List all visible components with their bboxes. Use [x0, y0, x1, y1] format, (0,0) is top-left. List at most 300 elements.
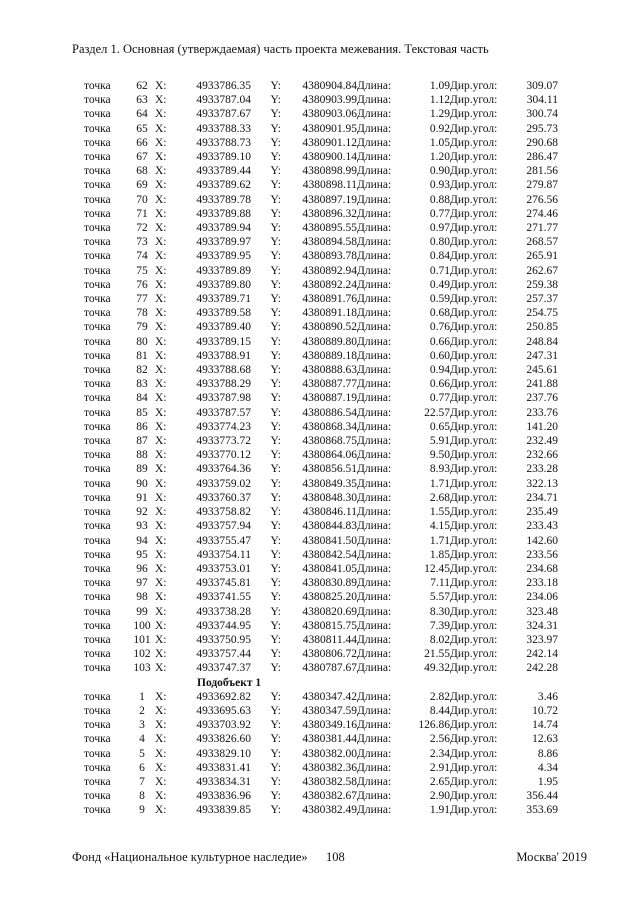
length-value: 1.12: [429, 94, 450, 107]
angle-value: 323.48: [526, 605, 558, 618]
x-value: 4933788.33: [196, 122, 251, 135]
angle-value: 235.49: [526, 506, 558, 519]
length-label: Длина:: [357, 719, 392, 732]
y-value: 4380820.69: [302, 605, 357, 618]
angle-value: 1.95: [537, 775, 558, 788]
angle-value: 250.85: [526, 321, 558, 334]
y-value: 4380806.72: [302, 648, 357, 661]
length-value: 5.91: [429, 435, 450, 448]
point-number: 89: [136, 463, 148, 476]
length-value: 0.76: [429, 321, 450, 334]
length-value: 2.34: [429, 747, 450, 760]
length-label: Длина:: [357, 548, 392, 561]
angle-label: Дир.угол:: [450, 179, 498, 192]
y-value: 4380841.50: [302, 534, 357, 547]
x-label: X:: [155, 165, 167, 178]
length-label: Длина:: [357, 179, 392, 192]
x-label: X:: [155, 690, 167, 703]
length-label: Длина:: [357, 122, 392, 135]
coordinates-table: [84, 79, 558, 818]
x-value: 4933787.98: [196, 392, 251, 405]
angle-label: Дир.угол:: [450, 406, 498, 419]
y-value: 4380382.58: [302, 775, 357, 788]
point-number: 4: [139, 733, 145, 746]
angle-label: Дир.угол:: [450, 761, 498, 774]
x-label: X:: [155, 250, 167, 263]
point-label: точка: [84, 108, 111, 121]
angle-value: 232.66: [526, 449, 558, 462]
angle-value: 268.57: [526, 236, 558, 249]
point-number: 66: [136, 136, 148, 149]
angle-value: 237.76: [526, 392, 558, 405]
table-row: [84, 136, 558, 150]
length-label: Длина:: [357, 662, 392, 675]
y-label: Y:: [270, 506, 281, 519]
length-value: 0.71: [429, 264, 450, 277]
x-value: 4933788.29: [196, 378, 251, 391]
y-value: 4380349.16: [302, 719, 357, 732]
y-label: Y:: [270, 165, 281, 178]
length-label: Длина:: [357, 207, 392, 220]
footer-organization: Фонд «Национальное культурное наследие»: [72, 850, 308, 864]
point-label: точка: [84, 136, 111, 149]
page-header: [72, 42, 489, 57]
angle-value: 279.87: [526, 179, 558, 192]
length-label: Длина:: [357, 378, 392, 391]
table-row: [84, 661, 558, 675]
x-label: X:: [155, 562, 167, 575]
table-row: [84, 761, 558, 775]
angle-label: Дир.угол:: [450, 704, 498, 717]
angle-value: 262.67: [526, 264, 558, 277]
y-label: Y:: [270, 534, 281, 547]
point-number: 99: [136, 605, 148, 618]
x-label: X:: [155, 236, 167, 249]
length-label: Длина:: [357, 364, 392, 377]
length-label: Длина:: [357, 520, 392, 533]
point-number: 83: [136, 378, 148, 391]
x-label: X:: [155, 80, 167, 92]
y-label: Y:: [270, 449, 281, 462]
angle-value: 141.20: [526, 420, 558, 433]
angle-value: 233.43: [526, 520, 558, 533]
point-number: 102: [133, 648, 151, 661]
point-label: точка: [84, 335, 111, 348]
table-row: [84, 633, 558, 647]
y-value: 4380898.99: [302, 165, 357, 178]
x-label: X:: [155, 761, 167, 774]
point-number: 65: [136, 122, 148, 135]
y-label: Y:: [270, 491, 281, 504]
angle-label: Дир.угол:: [450, 477, 498, 490]
point-number: 98: [136, 591, 148, 604]
length-label: Длина:: [357, 761, 392, 774]
x-value: 4933831.41: [196, 761, 251, 774]
table-row: [84, 292, 558, 306]
x-value: 4933703.92: [196, 719, 251, 732]
angle-label: Дир.угол:: [450, 591, 498, 604]
angle-label: Дир.угол:: [450, 193, 498, 206]
length-value: 8.44: [429, 704, 450, 717]
x-label: X:: [155, 804, 167, 817]
angle-value: 4.34: [537, 761, 558, 774]
angle-value: 8.86: [537, 747, 558, 760]
page-number: 108: [326, 850, 345, 864]
x-value: 4933741.55: [196, 591, 251, 604]
angle-label: Дир.угол:: [450, 719, 498, 732]
angle-label: Дир.угол:: [450, 747, 498, 760]
length-label: Длина:: [357, 775, 392, 788]
y-value: 4380893.78: [302, 250, 357, 263]
length-value: 4.15: [429, 520, 450, 533]
table-row: [84, 690, 558, 704]
length-value: 0.49: [429, 278, 450, 291]
x-value: 4933757.44: [196, 648, 251, 661]
length-label: Длина:: [357, 307, 392, 320]
angle-value: 10.72: [532, 704, 558, 717]
point-label: точка: [84, 179, 111, 192]
point-label: точка: [84, 463, 111, 476]
length-value: 0.60: [429, 349, 450, 362]
angle-label: Дир.угол:: [450, 321, 498, 334]
angle-value: 274.46: [526, 207, 558, 220]
point-label: точка: [84, 307, 111, 320]
angle-value: 3.46: [537, 690, 558, 703]
length-value: 0.59: [429, 293, 450, 306]
length-value: 1.71: [429, 477, 450, 490]
table-row: [84, 789, 558, 803]
x-label: X:: [155, 577, 167, 590]
length-label: Длина:: [357, 704, 392, 717]
point-label: точка: [84, 804, 111, 817]
x-label: X:: [155, 136, 167, 149]
y-value: 4380886.54: [302, 406, 357, 419]
table-row: [84, 775, 558, 789]
x-value: 4933789.40: [196, 321, 251, 334]
x-label: X:: [155, 775, 167, 788]
point-label: точка: [84, 790, 111, 803]
y-label: Y:: [270, 406, 281, 419]
length-label: Длина:: [357, 151, 392, 164]
y-value: 4380895.55: [302, 222, 357, 235]
x-value: 4933738.28: [196, 605, 251, 618]
angle-label: Дир.угол:: [450, 364, 498, 377]
angle-value: 242.28: [526, 662, 558, 675]
point-number: 81: [136, 349, 148, 362]
y-label: Y:: [270, 577, 281, 590]
x-label: X:: [155, 491, 167, 504]
point-number: 93: [136, 520, 148, 533]
x-label: X:: [155, 151, 167, 164]
y-value: 4380891.18: [302, 307, 357, 320]
y-label: Y:: [270, 349, 281, 362]
table-row: [84, 391, 558, 405]
y-value: 4380382.00: [302, 747, 357, 760]
x-value: 4933787.57: [196, 406, 251, 419]
angle-label: Дир.угол:: [450, 307, 498, 320]
y-value: 4380347.59: [302, 704, 357, 717]
table-row: [84, 164, 558, 178]
x-value: 4933754.11: [196, 548, 251, 561]
angle-label: Дир.угол:: [450, 463, 498, 476]
table-row: [84, 704, 558, 718]
x-value: 4933757.94: [196, 520, 251, 533]
point-label: точка: [84, 719, 111, 732]
table-row: [84, 278, 558, 292]
table-row: [84, 335, 558, 349]
length-value: 2.56: [429, 733, 450, 746]
y-value: 4380898.11: [302, 179, 357, 192]
angle-label: Дир.угол:: [450, 435, 498, 448]
point-label: точка: [84, 122, 111, 135]
angle-value: 276.56: [526, 193, 558, 206]
y-value: 4380888.63: [302, 364, 357, 377]
point-label: точка: [84, 562, 111, 575]
x-value: 4933836.96: [196, 790, 251, 803]
y-value: 4380868.75: [302, 435, 357, 448]
table-row: [84, 747, 558, 761]
x-label: X:: [155, 633, 167, 646]
y-label: Y:: [270, 761, 281, 774]
table-row: [84, 406, 558, 420]
y-label: Y:: [270, 122, 281, 135]
point-label: точка: [84, 151, 111, 164]
table-row: [84, 249, 558, 263]
angle-label: Дир.угол:: [450, 804, 498, 817]
y-value: 4380848.30: [302, 491, 357, 504]
table-row: [84, 462, 558, 476]
angle-label: Дир.угол:: [450, 222, 498, 235]
length-value: 0.65: [429, 420, 450, 433]
angle-label: Дир.угол:: [450, 278, 498, 291]
x-label: X:: [155, 591, 167, 604]
x-label: X:: [155, 193, 167, 206]
length-value: 2.65: [429, 775, 450, 788]
length-label: Длина:: [357, 392, 392, 405]
y-label: Y:: [270, 392, 281, 405]
y-label: Y:: [270, 704, 281, 717]
angle-label: Дир.угол:: [450, 690, 498, 703]
point-number: 87: [136, 435, 148, 448]
length-label: Длина:: [357, 349, 392, 362]
angle-label: Дир.угол:: [450, 349, 498, 362]
x-label: X:: [155, 733, 167, 746]
angle-value: 265.91: [526, 250, 558, 263]
table-row: [84, 150, 558, 164]
length-label: Длина:: [357, 321, 392, 334]
angle-label: Дир.угол:: [450, 733, 498, 746]
angle-label: Дир.угол:: [450, 491, 498, 504]
angle-value: 233.18: [526, 577, 558, 590]
y-label: Y:: [270, 420, 281, 433]
length-value: 2.68: [429, 491, 450, 504]
x-value: 4933789.78: [196, 193, 251, 206]
y-value: 4380887.19: [302, 392, 357, 405]
y-value: 4380787.67: [302, 662, 357, 675]
point-number: 7: [139, 775, 145, 788]
point-number: 96: [136, 562, 148, 575]
y-value: 4380892.94: [302, 264, 357, 277]
angle-label: Дир.угол:: [450, 534, 498, 547]
length-label: Длина:: [357, 250, 392, 263]
y-value: 4380890.52: [302, 321, 357, 334]
length-value: 1.55: [429, 506, 450, 519]
angle-label: Дир.угол:: [450, 151, 498, 164]
angle-value: 353.69: [526, 804, 558, 817]
table-row: [84, 193, 558, 207]
y-label: Y:: [270, 747, 281, 760]
point-label: точка: [84, 94, 111, 107]
angle-value: 248.84: [526, 335, 558, 348]
table-row: [84, 93, 558, 107]
x-value: 4933695.63: [196, 704, 251, 717]
length-value: 7.11: [430, 577, 450, 590]
x-label: X:: [155, 605, 167, 618]
angle-value: 295.73: [526, 122, 558, 135]
length-value: 126.86: [418, 719, 450, 732]
length-label: Длина:: [357, 619, 392, 632]
point-label: точка: [84, 662, 111, 675]
length-label: Длина:: [357, 804, 392, 817]
angle-value: 234.06: [526, 591, 558, 604]
length-value: 5.57: [429, 591, 450, 604]
x-label: X:: [155, 264, 167, 277]
y-value: 4380903.06: [302, 108, 357, 121]
table-row: [84, 320, 558, 334]
point-number: 80: [136, 335, 148, 348]
angle-label: Дир.угол:: [450, 577, 498, 590]
y-value: 4380841.05: [302, 562, 357, 575]
x-label: X:: [155, 704, 167, 717]
angle-value: 233.28: [526, 463, 558, 476]
x-label: X:: [155, 719, 167, 732]
point-number: 72: [136, 222, 148, 235]
angle-label: Дир.угол:: [450, 633, 498, 646]
length-value: 12.45: [424, 562, 450, 575]
point-number: 85: [136, 406, 148, 419]
table-row: [84, 448, 558, 462]
x-value: 4933826.60: [196, 733, 251, 746]
point-number: 9: [139, 804, 145, 817]
point-number: 2: [139, 704, 145, 717]
table-row: [84, 306, 558, 320]
angle-label: Дир.угол:: [450, 520, 498, 533]
x-value: 4933773.72: [196, 435, 251, 448]
angle-value: 233.76: [526, 406, 558, 419]
point-label: точка: [84, 591, 111, 604]
point-number: 74: [136, 250, 148, 263]
y-label: Y:: [270, 108, 281, 121]
x-label: X:: [155, 619, 167, 632]
table-row: [84, 477, 558, 491]
table-row: [84, 548, 558, 562]
length-value: 0.66: [429, 378, 450, 391]
angle-label: Дир.угол:: [450, 420, 498, 433]
y-label: Y:: [270, 790, 281, 803]
point-label: точка: [84, 577, 111, 590]
x-value: 4933758.82: [196, 506, 251, 519]
y-value: 4380830.89: [302, 577, 357, 590]
angle-label: Дир.угол:: [450, 506, 498, 519]
angle-value: 254.75: [526, 307, 558, 320]
angle-value: 234.68: [526, 562, 558, 575]
point-label: точка: [84, 506, 111, 519]
x-value: 4933789.88: [196, 207, 251, 220]
x-label: X:: [155, 406, 167, 419]
x-label: X:: [155, 349, 167, 362]
point-label: точка: [84, 747, 111, 760]
x-value: 4933789.94: [196, 222, 251, 235]
y-label: Y:: [270, 335, 281, 348]
y-value: 4380842.54: [302, 548, 357, 561]
y-value: 4380901.12: [302, 136, 357, 149]
x-label: X:: [155, 122, 167, 135]
point-number: 5: [139, 747, 145, 760]
point-number: 101: [133, 633, 151, 646]
point-number: 1: [139, 690, 145, 703]
y-value: 4380891.76: [302, 293, 357, 306]
x-value: 4933745.81: [196, 577, 251, 590]
x-value: 4933770.12: [196, 449, 251, 462]
y-label: Y:: [270, 378, 281, 391]
angle-value: 271.77: [526, 222, 558, 235]
y-label: Y:: [270, 151, 281, 164]
point-label: точка: [84, 548, 111, 561]
point-number: 86: [136, 420, 148, 433]
angle-value: 245.61: [526, 364, 558, 377]
x-label: X:: [155, 747, 167, 760]
y-label: Y:: [270, 633, 281, 646]
length-value: 7.39: [429, 619, 450, 632]
x-value: 4933764.36: [196, 463, 251, 476]
point-number: 94: [136, 534, 148, 547]
point-label: точка: [84, 264, 111, 277]
y-label: Y:: [270, 690, 281, 703]
y-label: Y:: [270, 605, 281, 618]
point-number: 79: [136, 321, 148, 334]
point-number: 82: [136, 364, 148, 377]
y-label: Y:: [270, 562, 281, 575]
x-value: 4933789.44: [196, 165, 251, 178]
point-label: точка: [84, 477, 111, 490]
table-row: [84, 647, 558, 661]
point-label: точка: [84, 633, 111, 646]
length-label: Длина:: [357, 222, 392, 235]
table-row: [84, 519, 558, 533]
x-label: X:: [155, 335, 167, 348]
x-label: X:: [155, 534, 167, 547]
angle-label: Дир.угол:: [450, 548, 498, 561]
length-value: 1.29: [429, 108, 450, 121]
y-label: Y:: [270, 264, 281, 277]
length-label: Длина:: [357, 733, 392, 746]
point-number: 95: [136, 548, 148, 561]
point-number: 8: [139, 790, 145, 803]
length-label: Длина:: [357, 491, 392, 504]
x-value: 4933789.62: [196, 179, 251, 192]
table-row: [84, 420, 558, 434]
length-label: Длина:: [357, 406, 392, 419]
table-row: [84, 122, 558, 136]
table-row: [84, 590, 558, 604]
x-value: 4933789.15: [196, 335, 251, 348]
y-value: 4380849.35: [302, 477, 357, 490]
y-value: 4380889.18: [302, 349, 357, 362]
length-label: Длина:: [357, 790, 392, 803]
header-title: Раздел 1. Основная (утверждаемая) часть проекта межевания. Текстовая часть: [72, 42, 489, 56]
x-value: 4933753.01: [196, 562, 251, 575]
x-label: X:: [155, 293, 167, 306]
